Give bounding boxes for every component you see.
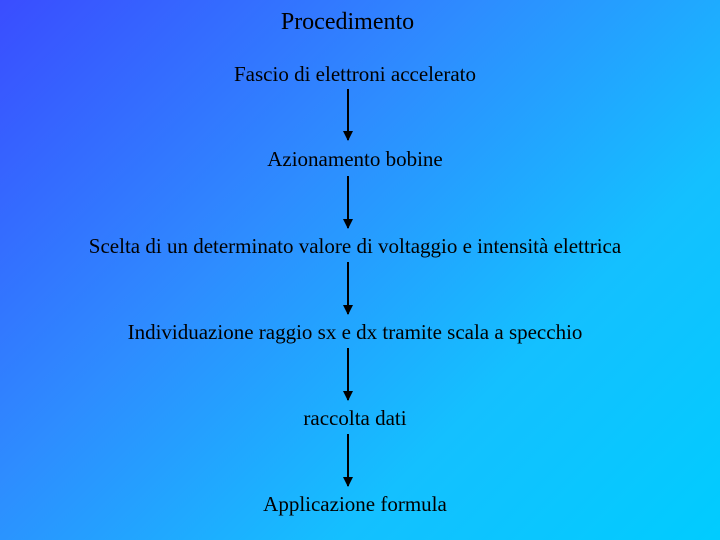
flow-step-4: Individuazione raggio sx e dx tramite scala a specchio — [127, 320, 583, 344]
flow-step-5: raccolta dati — [303, 406, 407, 430]
flow-step-3: Scelta di un determinato valore di voltaggio e intensità elettrica — [88, 234, 622, 258]
page-title: Procedimento — [280, 9, 415, 35]
flow-step-1: Fascio di elettroni accelerato — [234, 62, 476, 86]
flow-step-6: Applicazione formula — [263, 492, 447, 516]
flow-step-2: Azionamento bobine — [267, 147, 443, 171]
